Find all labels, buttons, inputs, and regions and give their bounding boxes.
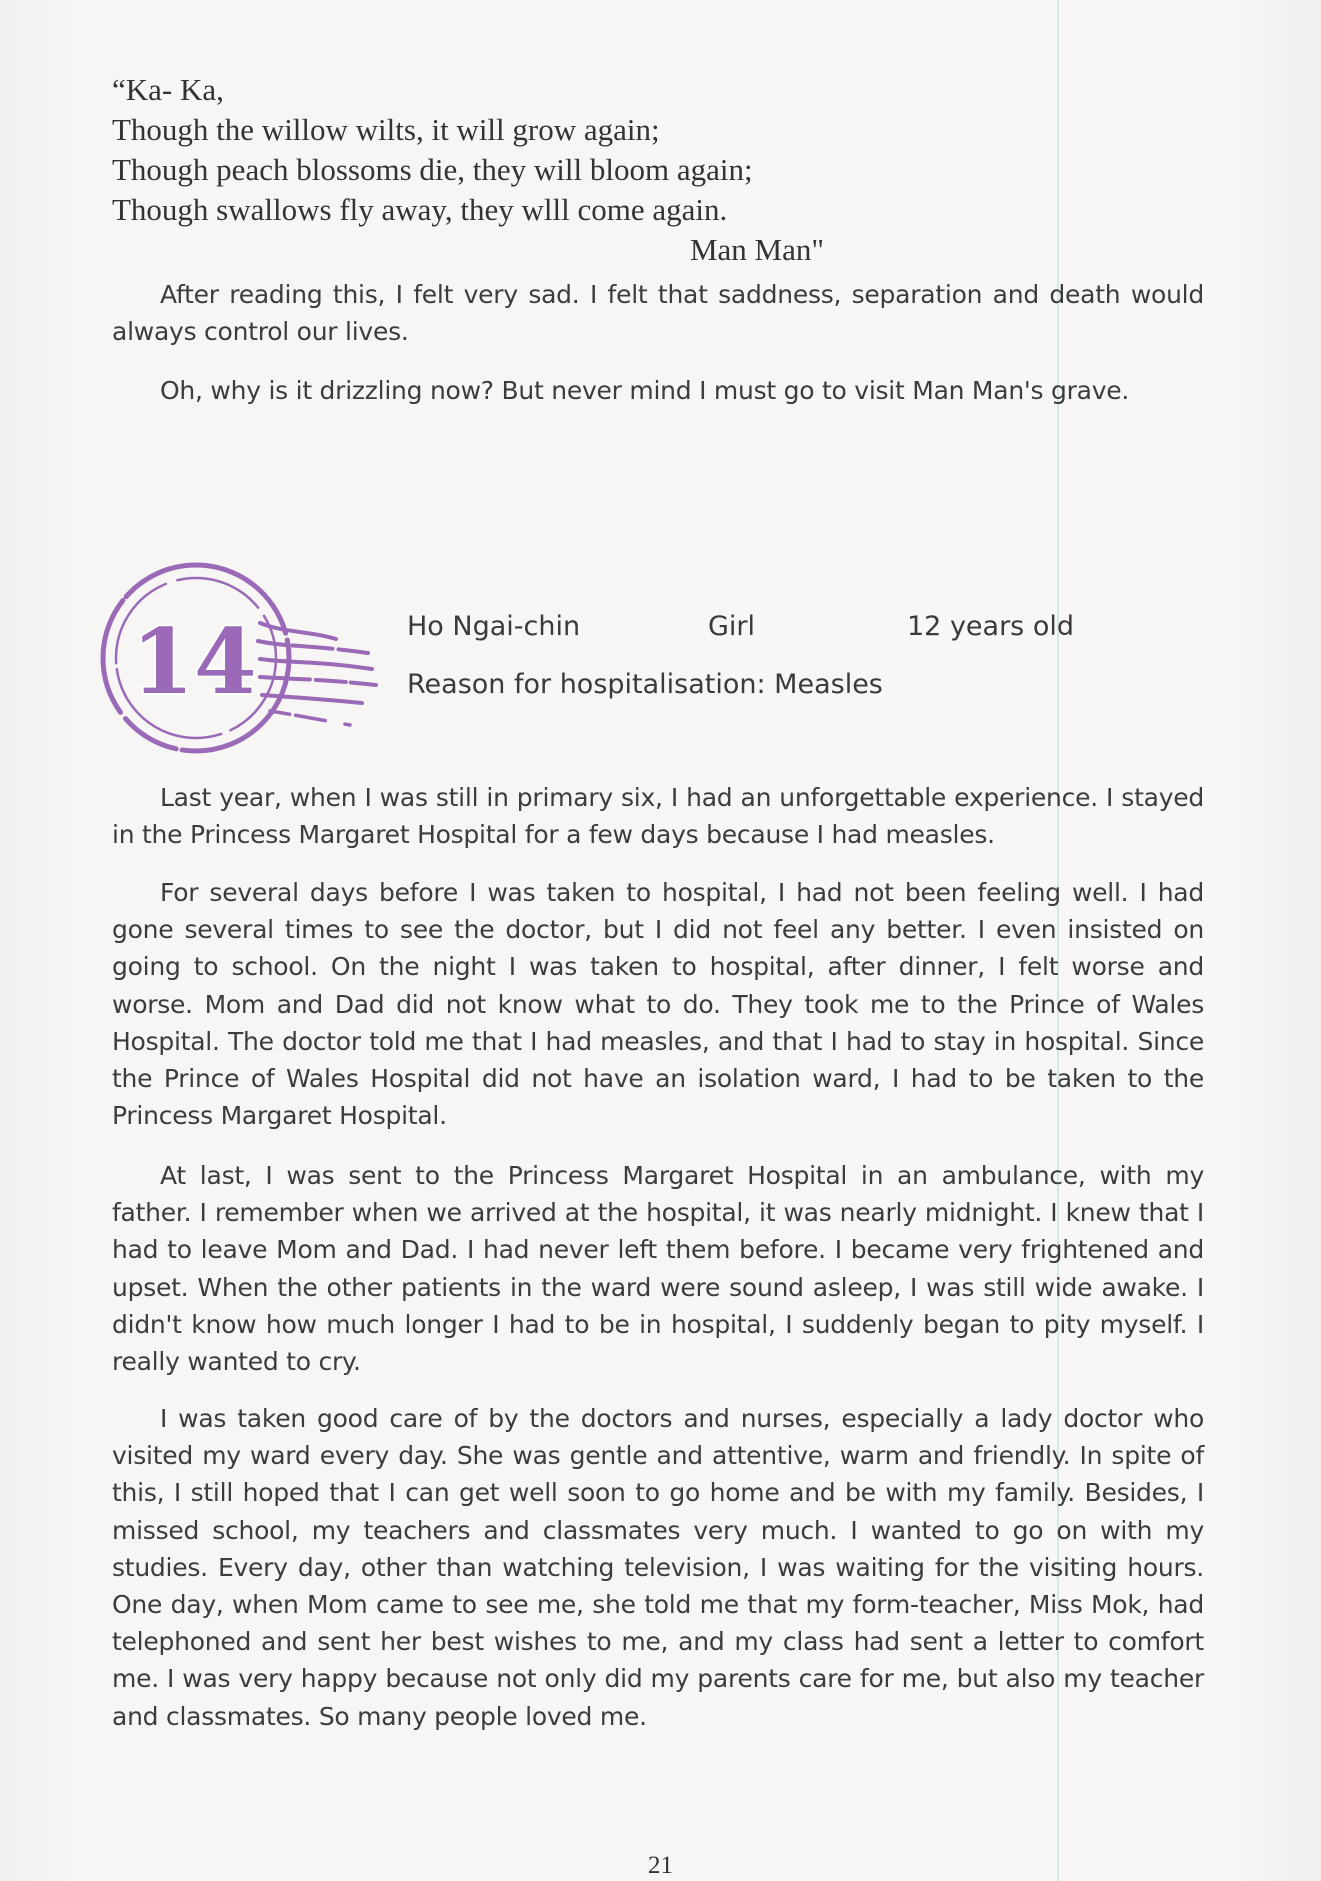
paragraph-drizzling: Oh, why is it drizzling now? But never mind I must go to visit Man Man's grave. xyxy=(160,376,1130,405)
poem-line-2: Though the willow wilts, it will grow again; xyxy=(112,112,660,147)
student-age: 12 years old xyxy=(907,611,1074,642)
story-paragraph-2: For several days before I was taken to hospital, I had not been feeling well. I had gone several times to see the doctor, but I did not feel any better. I even insisted on going to school. On the night I was taken to hospital, after dinner, I felt worse and worse. Mom and Dad did not know what to do. They took me to the Prince of Wales Hospital. The doctor told me that I had measles, and that I had to stay in hospital. Since the Prince of Wales Hospital did not have an isolation ward, I had to be taken to the Princess Margaret Hospital. xyxy=(112,878,1204,1131)
story-paragraph-3: At last, I was sent to the Princess Margaret Hospital in an ambulance, with my father. I remember when we arrived at the hospital, it was nearly midnight. I knew that I had to leave Mom and Dad. I had never left them before. I became very frightened and upset. When the other patients in the ward were sound asleep, I was still wide awake. I didn't know how much longer I had to be in hospital, I suddenly began to pity myself. I really wanted to cry. xyxy=(112,1161,1204,1377)
poem xyxy=(112,70,832,270)
paragraph-after-reading: After reading this, I felt very sad. I felt that saddness, separation and death would always control our lives. xyxy=(112,280,1204,347)
poem-line-1: “Ka- Ka, xyxy=(112,72,224,107)
poem-line-3: Though peach blossoms die, they will bloom again; xyxy=(112,152,753,187)
poem-line-4: Though swallows fly away, they wlll come again. xyxy=(112,192,728,227)
page-number: 21 xyxy=(648,1852,673,1879)
student-gender: Girl xyxy=(708,611,756,642)
story-paragraph-1: Last year, when I was still in primary six, I had an unforgettable experience. I stayed in the Princess Margaret Hospital for a few days because I had measles. xyxy=(112,783,1204,850)
student-name: Ho Ngai-chin xyxy=(407,611,581,642)
hospitalisation-reason: Reason for hospitalisation: Measles xyxy=(407,669,883,700)
entry-number: 14 xyxy=(131,609,257,715)
entry-number-stamp xyxy=(100,553,400,763)
poem-signature: Man Man" xyxy=(689,232,824,267)
story-paragraph-4: I was taken good care of by the doctors and nurses, especially a lady doctor who visited my ward every day. She was gentle and attentive, warm and friendly. In spite of this, I still hoped that I can get well soon to go home and be with my family. Besides, I missed school, my teachers and classmates very much. I wanted to go on with my studies. Every day, other than watching television, I was waiting for the visiting hours. One day, when Mom came to see me, she told me that my form-teacher, Miss Mok, had telephoned and sent her best wishes to me, and my class had sent a letter to comfort me. I was very happy because not only did my parents care for me, but also my teacher and classmates. So many people loved me. xyxy=(112,1404,1204,1731)
